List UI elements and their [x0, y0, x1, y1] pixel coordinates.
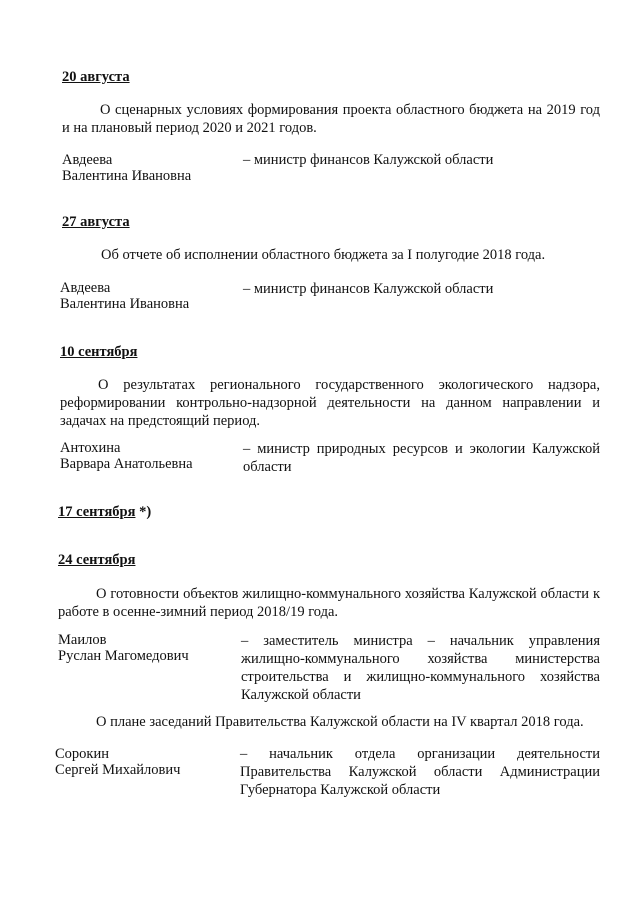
speaker-role: – министр природных ресурсов и экологии Калужской области	[243, 441, 600, 475]
speaker-surname: Маилов	[58, 632, 107, 648]
agenda-topic: О готовности объектов жилищно-коммунального хозяйства Калужской области к работе в осенне-зимний период 2018/19 года.	[58, 586, 600, 620]
speaker-surname: Сорокин	[55, 746, 109, 762]
agenda-topic: О плане заседаний Правительства Калужской области на IV квартал 2018 года.	[96, 714, 584, 730]
footnote-marker: *)	[135, 504, 152, 520]
speaker-role: – заместитель министра – начальник управления жилищно-коммунального хозяйства министерства строительства и жилищно-коммунального хозяйства Калужской области	[241, 633, 600, 703]
speaker-surname: Авдеева	[62, 152, 113, 168]
speaker-role: – министр финансов Калужской области	[243, 281, 494, 297]
agenda-topic: Об отчете об исполнении областного бюджета за I полугодие 2018 года.	[101, 247, 546, 263]
speaker-role: – министр финансов Калужской области	[243, 152, 494, 168]
speaker-given-name: Руслан Магомедович	[58, 648, 189, 664]
speaker-given-name: Валентина Ивановна	[60, 296, 190, 312]
speaker-given-name: Сергей Михайлович	[55, 762, 181, 778]
agenda-topic: О результатах регионального государственного экологического надзора, реформировании контрольно-надзорной деятельности на данном направлении и задачах на предстоящий период.	[60, 377, 600, 429]
meeting-date: 10 сентября	[60, 344, 138, 360]
speaker-given-name: Валентина Ивановна	[62, 168, 192, 184]
meeting-date: 20 августа	[62, 69, 130, 85]
meeting-date: 24 сентября	[58, 552, 136, 568]
meeting-date: 27 августа	[62, 214, 130, 230]
speaker-surname: Авдеева	[60, 280, 111, 296]
agenda-topic: О сценарных условиях формирования проекта областного бюджета на 2019 год и на плановый период 2020 и 2021 годов.	[62, 102, 600, 136]
meeting-date-line	[58, 503, 151, 521]
meeting-date: 17 сентября	[58, 504, 136, 520]
speaker-given-name: Варвара Анатольевна	[60, 456, 193, 472]
speaker-surname: Антохина	[60, 440, 121, 456]
speaker-role: – начальник отдела организации деятельности Правительства Калужской области Администрации Губернатора Калужской области	[240, 746, 600, 798]
